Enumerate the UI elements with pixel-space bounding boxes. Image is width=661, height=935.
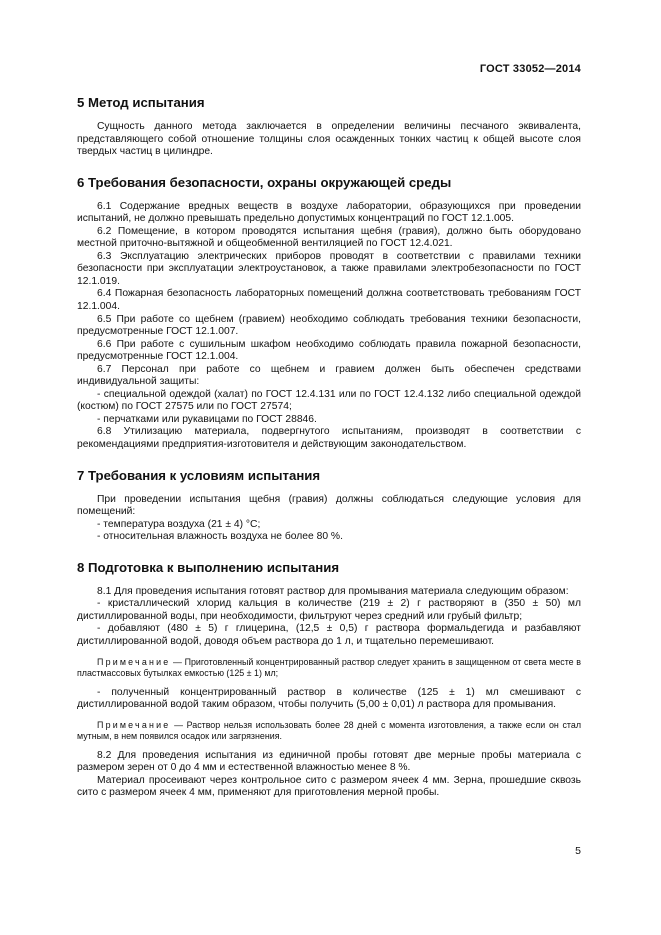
paragraph: 8.2 Для проведения испытания из единичной пробы готовят две мерные пробы материала с размером зерен от 0 до 4 мм и естественной влажностью менее 8 %. xyxy=(77,749,581,774)
note-2 xyxy=(77,720,581,742)
section-6-title: 6 Требования безопасности, охраны окружающей среды xyxy=(77,174,452,190)
list-item: - перчатками или рукавицами по ГОСТ 28846. xyxy=(97,413,317,425)
paragraph: 6.1 Содержание вредных веществ в воздухе лаборатории, образующихся при проведении испытаний, не должно превышать предельно допустимых концентраций по ГОСТ 12.1.005. xyxy=(77,200,581,225)
paragraph: Материал просеивают через контрольное сито с размером ячеек 4 мм. Зерна, прошедшие сквозь сито с размером ячеек 4 мм, применяют для приготовления мерной пробы. xyxy=(77,774,581,799)
paragraph: 6.5 При работе со щебнем (гравием) необходимо соблюдать требования техники безопасности, предусмотренные ГОСТ 12.1.007. xyxy=(77,313,581,338)
list-item: - кристаллический хлорид кальция в количестве (219 ± 2) г растворяют в (350 ± 50) мл дистиллированной воды, при необходимости, фильтруют через средний или грубый фильтр; xyxy=(77,598,581,622)
paragraph: 6.6 При работе с сушильным шкафом необходимо соблюдать правила пожарной безопасности, предусмотренные ГОСТ 12.1.004. xyxy=(77,338,581,363)
note-lead: Примечание xyxy=(97,719,171,730)
list-item: - полученный концентрированный раствор в количестве (125 ± 1) мл смешивают с дистиллированной водой таким образом, чтобы получить (5,00 ± 0,01) л раствора для промывания. xyxy=(77,686,581,711)
note-text: — Приготовленный концентрированный раствор следует хранить в защищенном от света месте в пластмассовых бутылках емкостью (125 ± 1) мл; xyxy=(77,656,581,678)
section-5-title: 5 Метод испытания xyxy=(77,95,205,110)
list-item: - добавляют (480 ± 5) г глицерина, (12,5 ± 0,5) г раствора формальдегида и разбавляют дистиллированной водой, доводя объем раствора до 1 л, и тщательно перемешивают. xyxy=(77,623,581,647)
list-item: - относительная влажность воздуха не более 80 %. xyxy=(97,531,343,543)
document-code-header: ГОСТ 33052—2014 xyxy=(479,63,581,75)
list-item: - специальной одеждой (халат) по ГОСТ 12.4.131 или по ГОСТ 12.4.132 либо специальной одеждой (костюм) по ГОСТ 27575 или по ГОСТ 27574; xyxy=(77,388,581,413)
section-5 xyxy=(77,95,581,159)
paragraph: 8.1 Для проведения испытания готовят раствор для промывания материала следующим образом: xyxy=(97,585,569,597)
paragraph: 6.3 Эксплуатацию электрических приборов проводят в соответствии с правилами техники безопасности при эксплуатации электроустановок, а также правилами электробезопасности по ГОСТ 12.1.019. xyxy=(77,250,581,287)
note-text: — Раствор нельзя использовать более 28 дней с момента изготовления, а также если он стал мутным, в нем появился осадок или загрязнения. xyxy=(77,719,581,741)
section-8-title: 8 Подготовка к выполнению испытания xyxy=(77,559,340,575)
section-6 xyxy=(77,175,581,452)
paragraph: 6.2 Помещение, в котором проводятся испытания щебня (гравия), должно быть оборудовано местной приточно-вытяжной и общеобменной вентиляцией по ГОСТ 12.4.021. xyxy=(77,225,581,250)
section-8 xyxy=(77,560,581,800)
note-1 xyxy=(77,657,581,679)
paragraph: Сущность данного метода заключается в определении величины песчаного эквивалента, представляющего собой отношение толщины слоя осажденных тонких частиц к общей высоте слоя твердых частиц в цилиндре. xyxy=(77,121,581,158)
page-number: 5 xyxy=(575,845,581,857)
paragraph: При проведении испытания щебня (гравия) должны соблюдаться следующие условия для помещений: xyxy=(77,493,581,518)
paragraph: 6.4 Пожарная безопасность лабораторных помещений должна соответствовать требованиям ГОСТ 12.1.004. xyxy=(77,288,581,313)
list-item: - температура воздуха (21 ± 4) °С; xyxy=(97,518,261,530)
page-content xyxy=(77,95,581,816)
paragraph: 6.8 Утилизацию материала, подвергнутого испытаниям, производят в соответствии с рекомендациями предприятия-изготовителя и действующим законодательством. xyxy=(77,426,581,451)
note-lead: Примечание xyxy=(97,656,171,667)
section-7-title: 7 Требования к условиям испытания xyxy=(77,467,321,483)
section-7 xyxy=(77,468,581,544)
paragraph: 6.7 Персонал при работе со щебнем и гравием должен быть обеспечен средствами индивидуальной защиты: xyxy=(77,363,581,388)
